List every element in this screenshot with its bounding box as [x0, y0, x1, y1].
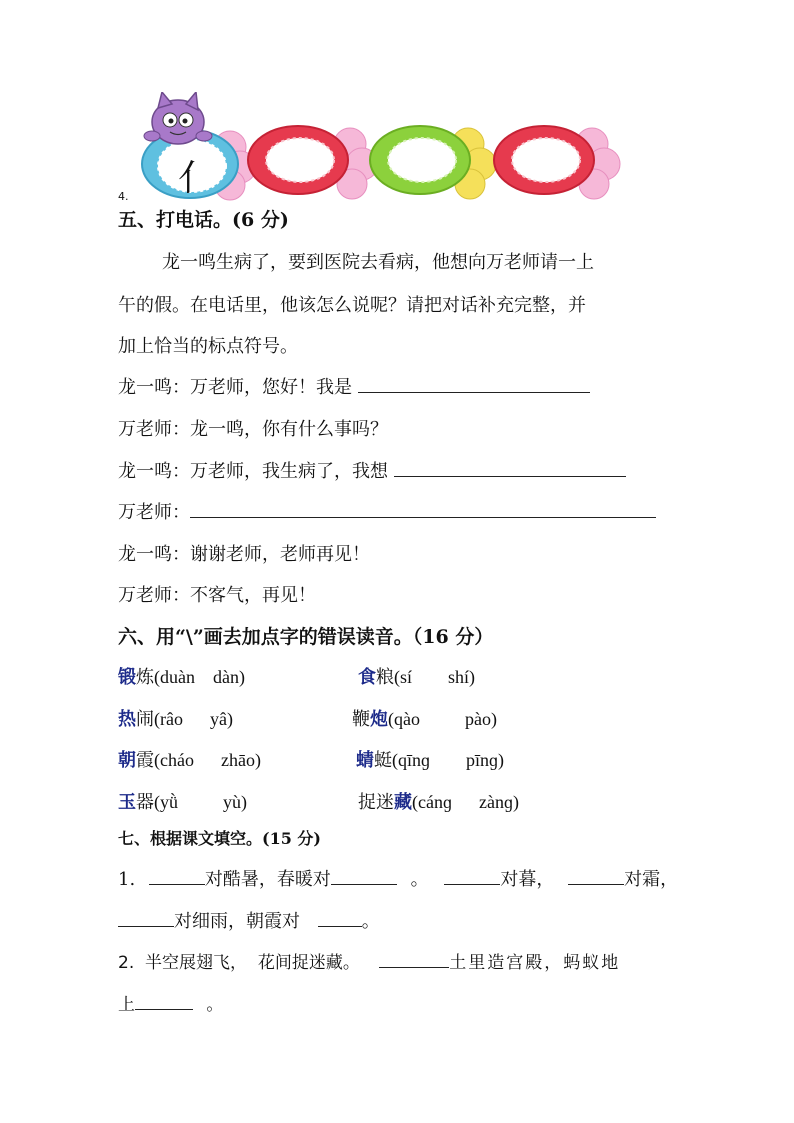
- item-number: 4.: [118, 190, 129, 203]
- fill-blank-2[interactable]: [331, 882, 397, 885]
- dialog-line-6: 万老师：不客气，再见！: [118, 585, 316, 606]
- pinyin-item-1: 锻炼(duàn dàn): [118, 667, 245, 688]
- fill-blank-8[interactable]: [135, 1007, 193, 1010]
- answer-blank-2[interactable]: [394, 474, 626, 477]
- cat-icon: [144, 92, 212, 144]
- dialog-line-2: 万老师：龙一鸣，你有什么事吗？: [118, 419, 388, 440]
- fill-q2-line2: 上 。: [118, 995, 224, 1015]
- fill-blank-7[interactable]: [379, 965, 449, 968]
- fill-q1-line1: 1. 对酷暑，春暖对 。 对暮， 对霜，: [118, 869, 679, 890]
- dialog-line-4: 万老师：: [118, 498, 656, 524]
- fill-blank-5[interactable]: [118, 924, 174, 927]
- fill-blank-3[interactable]: [444, 882, 500, 885]
- fill-blank-6[interactable]: [318, 924, 362, 927]
- fill-blank-4[interactable]: [568, 882, 624, 885]
- section7-title: 七、根据课文填空。(15 分): [118, 829, 321, 848]
- dialog-line-5: 龙一鸣：谢谢老师，老师再见！: [118, 544, 370, 565]
- pinyin-item-6: 蜻蜓(qīnɡ pīnɡ): [356, 750, 504, 771]
- section5-title: 五、打电话。(6 分): [118, 209, 289, 231]
- dialog-line-3: 龙一鸣：万老师，我生病了，我想: [118, 457, 626, 483]
- answer-blank-1[interactable]: [358, 390, 590, 393]
- answer-blank-3[interactable]: [190, 515, 656, 518]
- fill-q2-line1: 2. 半空展翅飞， 花间捉迷藏。 土里造宫殿，蚂蚁地: [118, 953, 621, 973]
- dialog-line-1: 龙一鸣：万老师，您好！我是: [118, 373, 590, 399]
- fill-blank-1[interactable]: [149, 882, 205, 885]
- section6-title: 六、用“\”画去加点字的错误读音。（16 分）: [118, 626, 494, 648]
- pinyin-item-8: 捉迷藏(cánɡ zànɡ): [358, 792, 519, 813]
- pinyin-item-3: 热闹(râo yâ): [118, 709, 233, 730]
- section5-intro-line-2: 午的假。在电话里，他该怎么说呢？请把对话补充完整，并: [118, 295, 586, 316]
- pinyin-item-4: 鞭炮(qào pào): [352, 709, 497, 730]
- section5-intro-line-1: 龙一鸣生病了，要到医院去看病，他想向万老师请一上: [162, 252, 594, 273]
- pinyin-item-2: 食粮(sí shí): [358, 667, 475, 688]
- pinyin-item-5: 朝霞(cháo zhāo): [118, 750, 261, 771]
- section5-intro-line-3: 加上恰当的标点符号。: [118, 336, 298, 357]
- pinyin-item-7: 玉器(yǜ yù): [118, 792, 247, 813]
- fill-q1-line2: 对细雨，朝霞对 。: [118, 907, 380, 933]
- first-character: 亻: [178, 158, 215, 199]
